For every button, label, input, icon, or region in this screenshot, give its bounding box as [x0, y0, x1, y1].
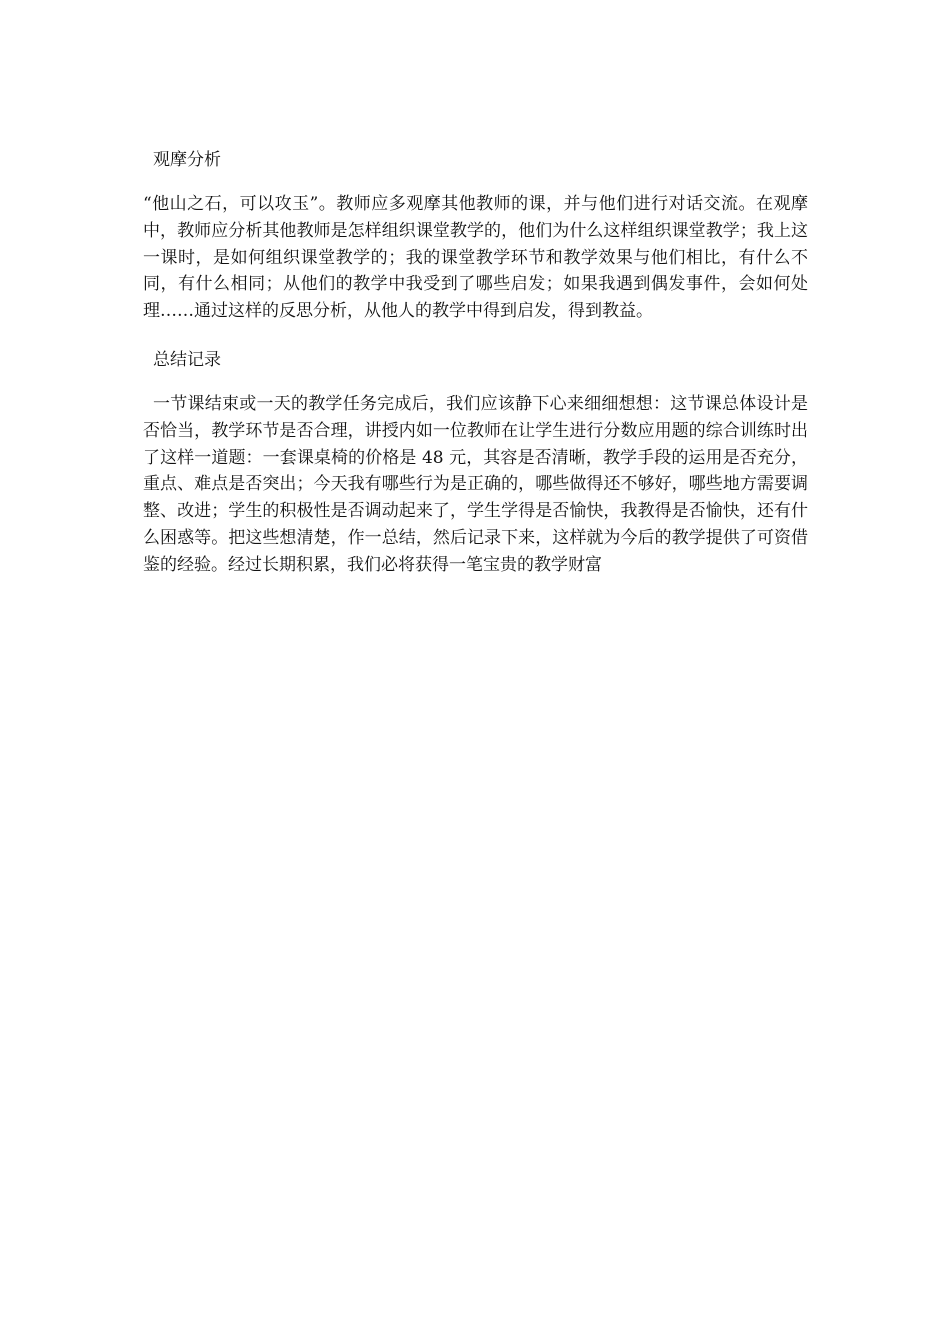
- section-paragraph-observation: “他山之石，可以攻玉”。教师应多观摩其他教师的课，并与他们进行对话交流。在观摩中，教师应分析其他教师是怎样组织课堂教学的，他们为什么这样组织课堂教学；我上这一课时，是如何组织课堂教学的；我的课堂教学环节和教学效果与他们相比，有什么不同，有什么相同；从他们的教学中我受到了哪些启发；如果我遇到偶发事件，会如何处理……通过这样的反思分析，从他人的教学中得到启发，得到教益。: [143, 194, 808, 322]
- section-heading-observation: 观摩分析: [153, 150, 221, 170]
- document-body: [143, 146, 808, 600]
- section-paragraph-summary: 一节课结束或一天的教学任务完成后，我们应该静下心来细细想想：这节课总体设计是否恰当，教学环节是否合理，讲授内如一位教师在让学生进行分数应用题的综合训练时出了这样一道题：一套课桌椅的价格是 48 元，其容是否清晰，教学手段的运用是否充分，重点、难点是否突出；今天我有哪些行为是正确的，哪些做得还不够好，哪些地方需要调整、改进；学生的积极性是否调动起来了，学生学得是否愉快，我教得是否愉快，还有什么困惑等。把这些想清楚，作一总结，然后记录下来，这样就为今后的教学提供了可资借鉴的经验。经过长期积累，我们必将获得一笔宝贵的教学财富: [143, 393, 808, 575]
- section-heading-summary: 总结记录: [153, 349, 221, 370]
